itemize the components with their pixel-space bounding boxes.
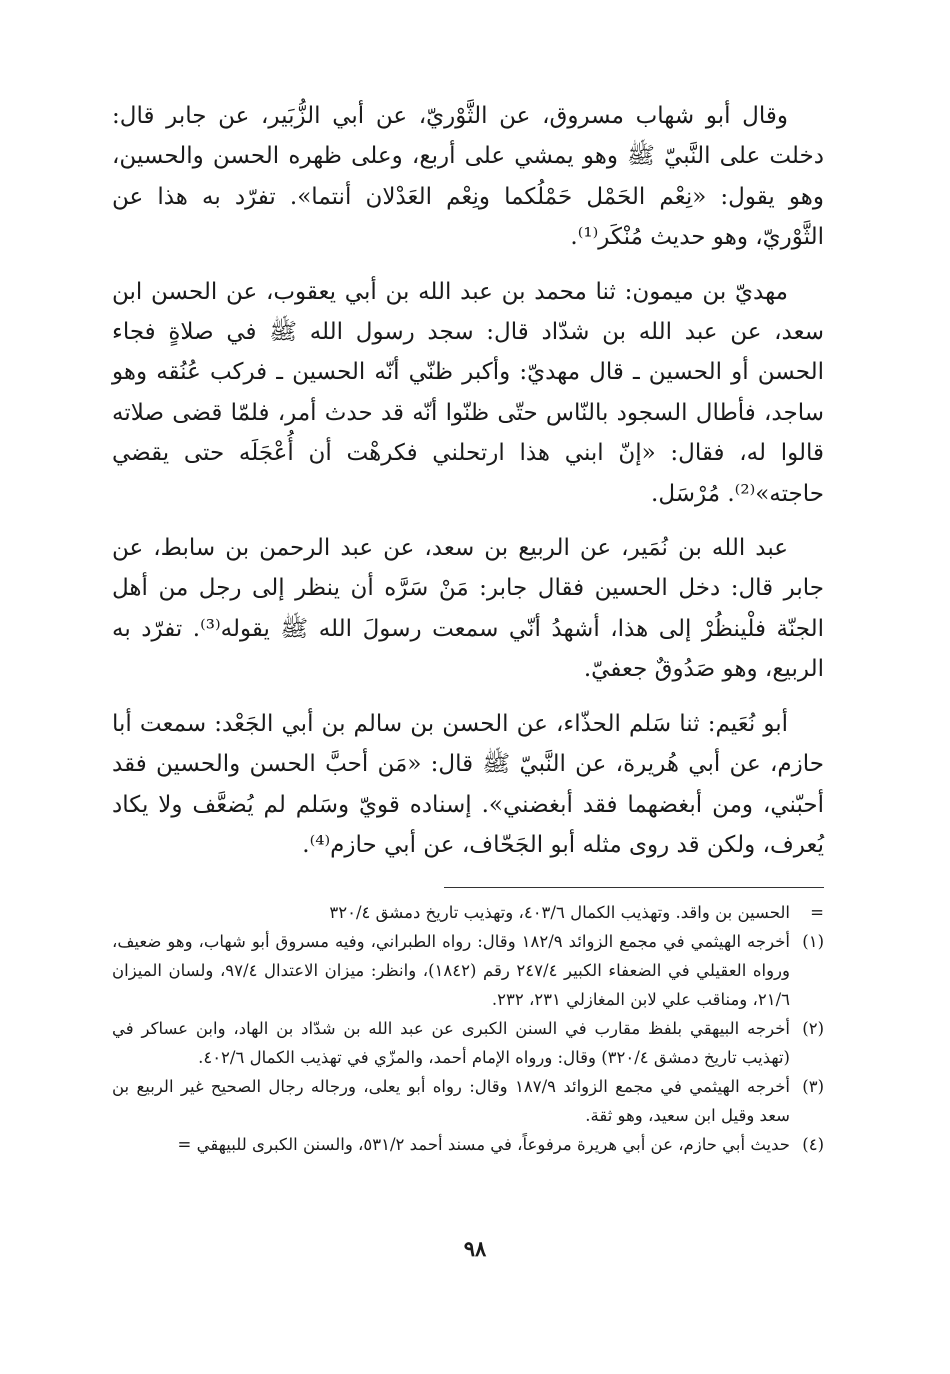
footnote-continuation	[112, 898, 824, 927]
footnote-3	[112, 1072, 824, 1130]
footnote-text: أخرجه البيهقي بلفظ مقارب في السنن الكبرى عن عبد الله بن شدّاد بن الهاد، وابن عساكر في (تهذيب تاريخ دمشق ٣٢٠/٤) وقال: ورواه الإمام أحمد، والمزّي في تهذيب الكمال ٤٠٢/٦.	[112, 1019, 790, 1068]
paragraph-3: عبد الله بن نُمَير، عن الربيع بن سعد، عن عبد الرحمن بن سابط، عن جابر قال: دخل الحسين فقال جابر: مَنْ سَرَّه أن ينظر إلى رجل من أهل الجنّة فلْينظُرْ إلى هذا، أشهدُ أنّي سمعت رسولَ الله ﷺ يقوله⁽³⁾. تفرّد به الربيع، وهو صَدُوقٌ جعفيّ.	[112, 535, 824, 683]
footnote-text: أخرجه الهيثمي في مجمع الزوائد ١٨٧/٩ وقال: رواه أبو يعلى، ورجاله رجال الصحيح غير الربيع بن سعد وقيل ابن سعيد، وهو ثقة.	[112, 1077, 790, 1126]
page-number: ٩٨	[463, 1236, 487, 1261]
paragraph-4: أبو نُعَيم: ثنا سَلم الحذّاء، عن الحسن بن سالم بن أبي الجَعْد: سمعت أبا حازم، عن أبي هُريرة، عن النَّبيّ ﷺ قال: «مَن أحبَّ الحسن والحسين فقد أحبّني، ومن أبغضهما فقد أبغضني». إسناده قويّ وسَلم لم يُضعَّف ولا يكاد يُعرف، ولكن قد روى مثله أبو الجَحّاف، عن أبي حازم⁽⁴⁾.	[112, 710, 824, 858]
footnote-separator	[444, 887, 824, 888]
footnote-marker: (٣)	[802, 1077, 824, 1097]
footnote-marker: (١)	[802, 932, 824, 952]
footnote-text: حديث أبي حازم، عن أبي هريرة مرفوعاً، في مسند أحمد ٥٣١/٢، والسنن الكبرى للبيهقي =	[177, 1135, 790, 1155]
footnote-text: أخرجه الهيثمي في مجمع الزوائد ١٨٢/٩ وقال: رواه الطبراني، وفيه مسروق أبو شهاب، وهو ضعيف، ورواه العقيلي في الضعفاء الكبير ٢٤٧/٤ رقم (١٨٤٢)، وانظر: ميزان الاعتدال ٩٧/٤، ولسان الميزان ٢١/٦، ومناقب علي لابن المغازلي ٢٣١، ٢٣٢.	[112, 932, 790, 1010]
footnote-1	[112, 927, 824, 1014]
footnote-4	[112, 1130, 824, 1159]
footnotes	[112, 898, 824, 1159]
footnote-marker: (٢)	[802, 1019, 824, 1039]
paragraph-2: مهديّ بن ميمون: ثنا محمد بن عبد الله بن أبي يعقوب، عن الحسن ابن سعد، عن عبد الله بن شدّاد قال: سجد رسول الله ﷺ في صلاةٍ فجاء الحسن أو الحسين ـ قال مهديّ: وأكبر ظنّي أنّه الحسين ـ فركب عُنُقه وهو ساجد، فأطال السجود بالنّاس حتّى ظنّوا أنّه قد حدث أمر، فلمّا قضى صلاته قالوا له، فقال: «إنّ ابني هذا ارتحلني فكرهْت أن أُعْجَلَه حتى يقضي حاجته»⁽²⁾. مُرْسَل.	[112, 278, 824, 507]
footnote-marker: =	[810, 903, 824, 923]
footnote-text: الحسين بن واقد. وتهذيب الكمال ٤٠٣/٦، وتهذيب تاريخ دمشق ٣٢٠/٤	[329, 903, 790, 923]
page-body	[112, 96, 824, 1159]
paragraph-1: وقال أبو شهاب مسروق، عن الثَّوْريّ، عن أبي الزُّبَير، عن جابر قال: دخلت على النَّبيّ ﷺ وهو يمشي على أربع، وعلى ظهره الحسن والحسين، وهو يقول: «نِعْم الحَمْل حَمْلُكما ونِعْم العَدْلان أنتما». تفرّد به هذا عن الثَّوْريّ، وهو حديث مُنْكَر⁽¹⁾.	[112, 103, 824, 251]
footnote-2	[112, 1014, 824, 1072]
footnote-marker: (٤)	[802, 1135, 824, 1155]
